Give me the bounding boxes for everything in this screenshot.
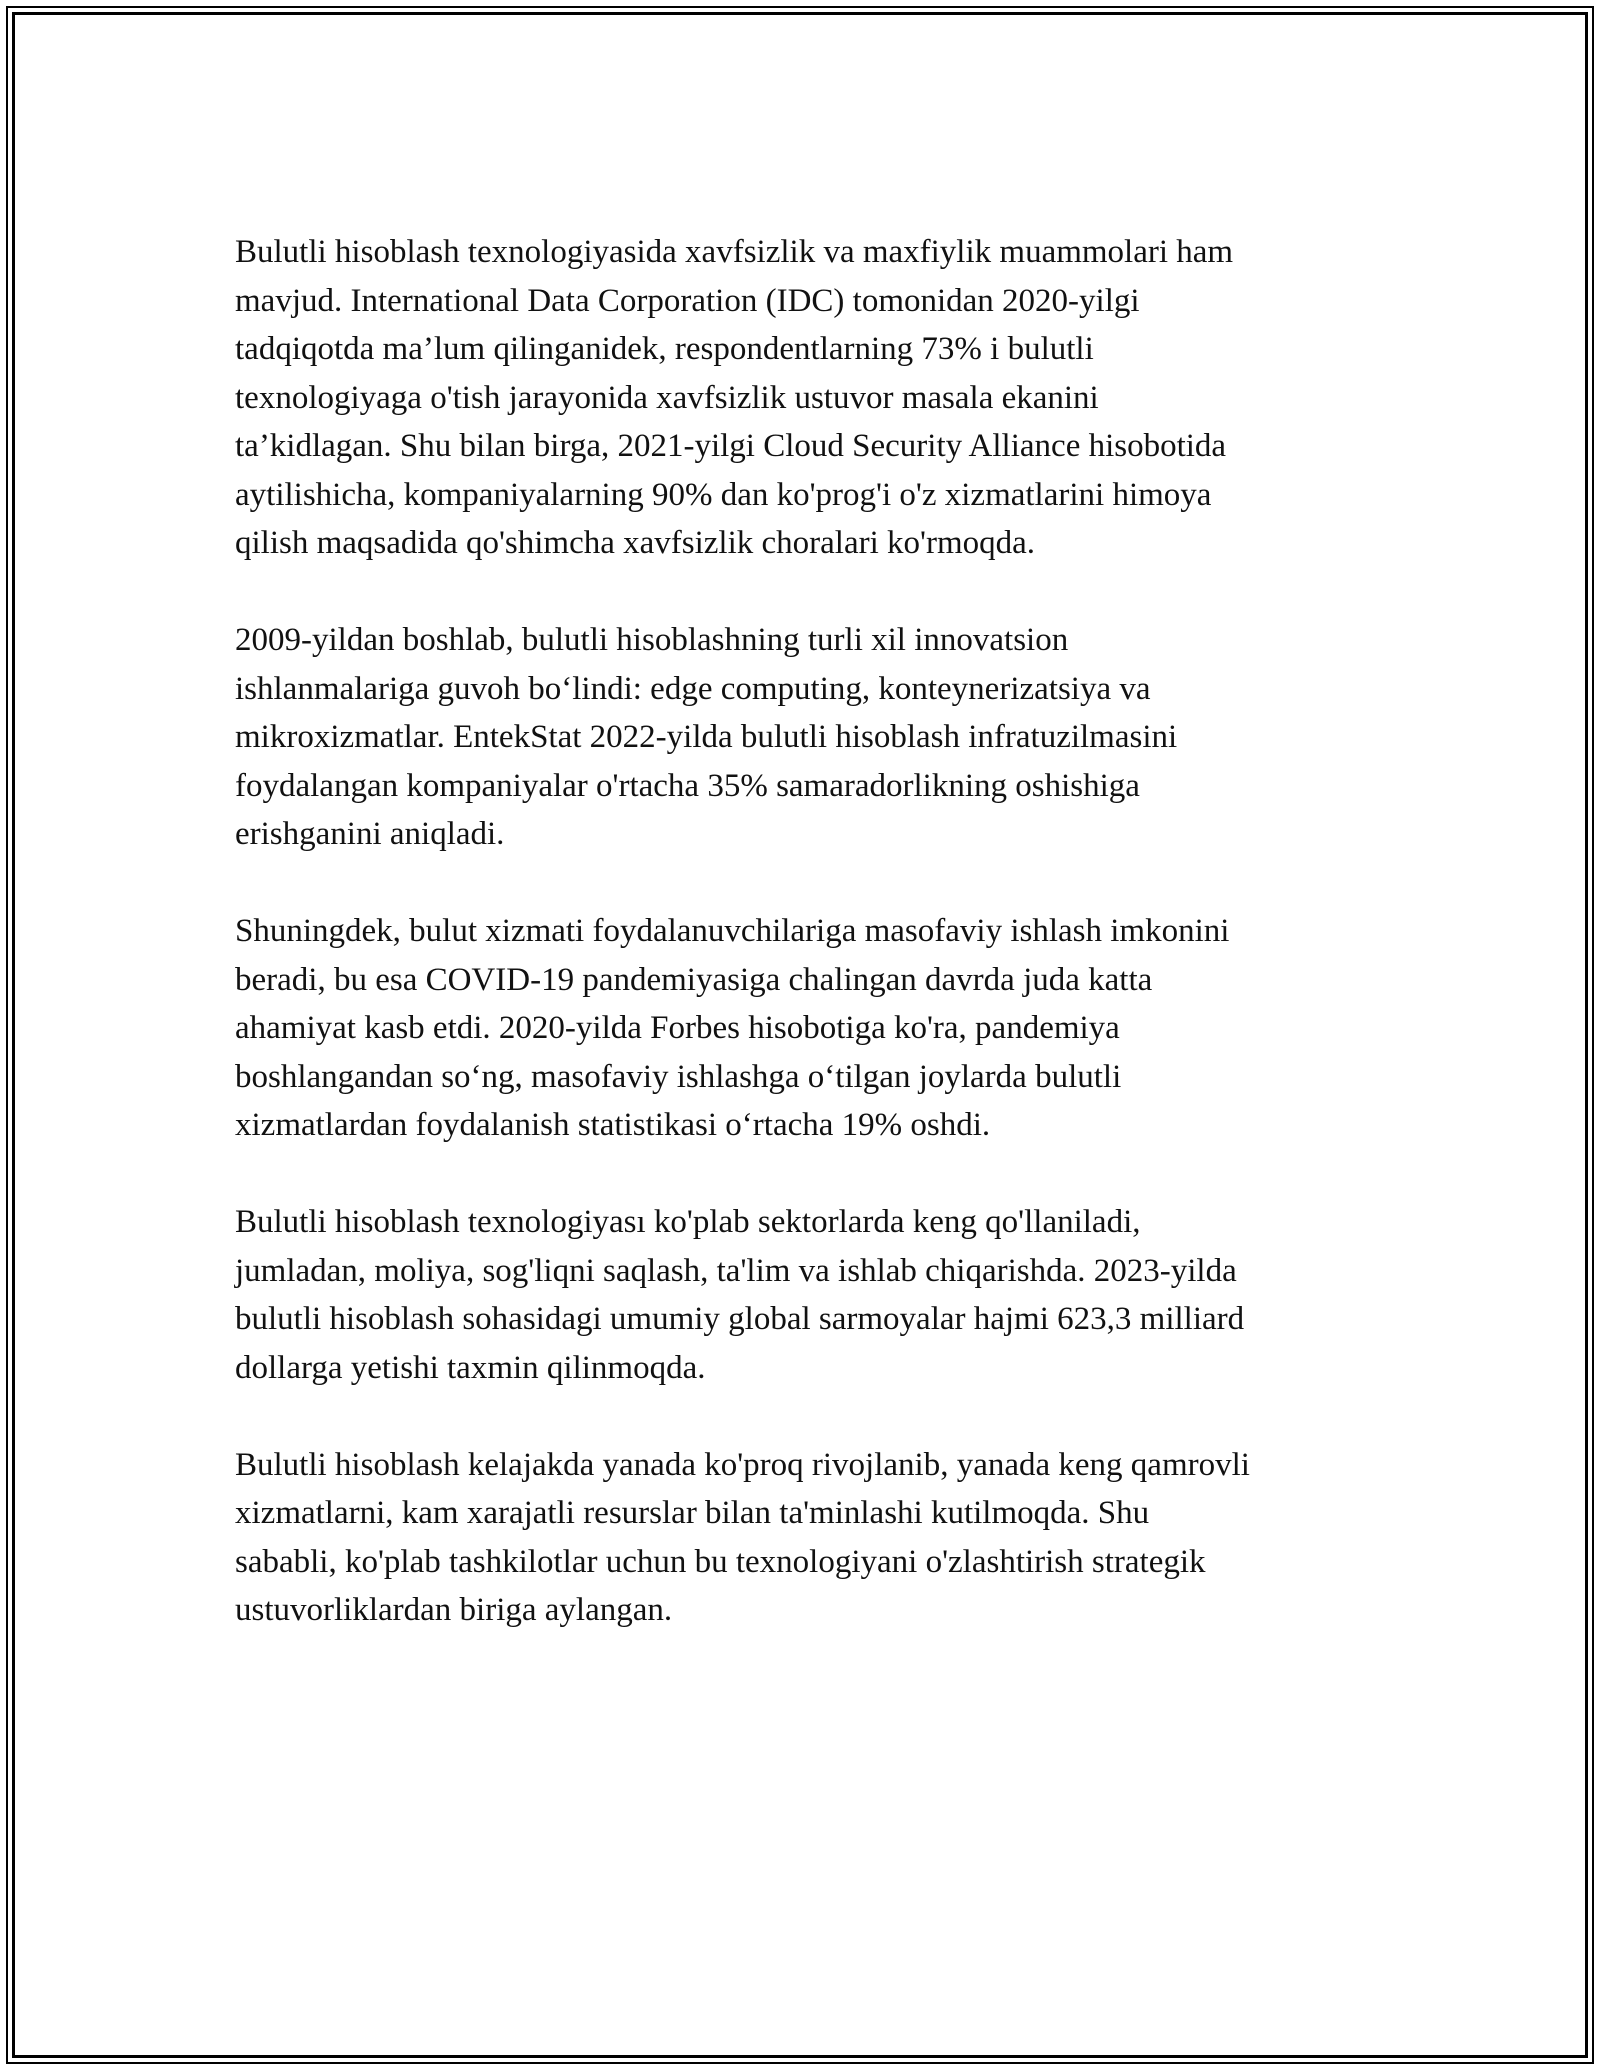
paragraph-remote-work: Shuningdek, bulut xizmati foydalanuvchilariga masofaviy ishlash imkonini beradi, bu esa COVID-19 pandemiyasiga chalingan davrda juda katta ahamiyat kasb etdi. 2020-yilda Forbes hisobotiga ko'ra, pandemiya boshlangandan so‘ng, masofaviy ishlashga o‘tilgan joylarda bulutli xizmatlardan foydalanish statistikasi o‘rtacha 19% oshdi. (235, 913, 1230, 1143)
paragraph-innovations: 2009-yildan boshlab, bulutli hisoblashning turli xil innovatsion ishlanmalariga guvoh bo‘lindi: edge computing, konteynerizatsiya va mikroxizmatlar. EntekStat 2022-yilda bulutli hisoblash infratuzilmasini foydalangan kompaniyalar o'rtacha 35% samaradorlikning oshishiga erishganini aniqladi. (235, 622, 1178, 852)
paragraph-future: Bulutli hisoblash kelajakda yanada ko'proq rivojlanib, yanada keng qamrovli xizmatlarni, kam xarajatli resurslar bilan ta'minlashi kutilmoqda. Shu sababli, ko'plab tashkilotlar uchun bu texnologiyani o'zlashtirish strategik ustuvorliklardan biriga aylangan. (235, 1446, 1250, 1628)
paragraph-security: Bulutli hisoblash texnologiyasida xavfsizlik va maxfiylik muammolari ham mavjud. International Data Corporation (IDC) tomonidan 2020-yilgi tadqiqotda ma’lum qilinganidek, respondentlarning 73% i bulutli texnologiyaga o'tish jarayonida xavfsizlik ustuvor masala ekanini ta’kidlagan. Shu bilan birga, 2021-yilgi Cloud Security Alliance hisobotida aytilishicha, kompaniyalarning 90% dan ko'prog'i o'z xizmatlarini himoya qilish maqsadida qo'shimcha xavfsizlik choralari ko'rmoqda. (235, 234, 1234, 561)
document-body (235, 228, 1395, 1635)
paragraph-sectors: Bulutli hisoblash texnologiyası ko'plab sektorlarda keng qo'llaniladi, jumladan, moliya, sog'liqni saqlash, ta'lim va ishlab chiqarishda. 2023-yilda bulutli hisoblash sohasidagi umumiy global sarmoyalar hajmi 623,3 milliard dollarga yetishi taxmin qilinmoqda. (235, 1204, 1245, 1386)
